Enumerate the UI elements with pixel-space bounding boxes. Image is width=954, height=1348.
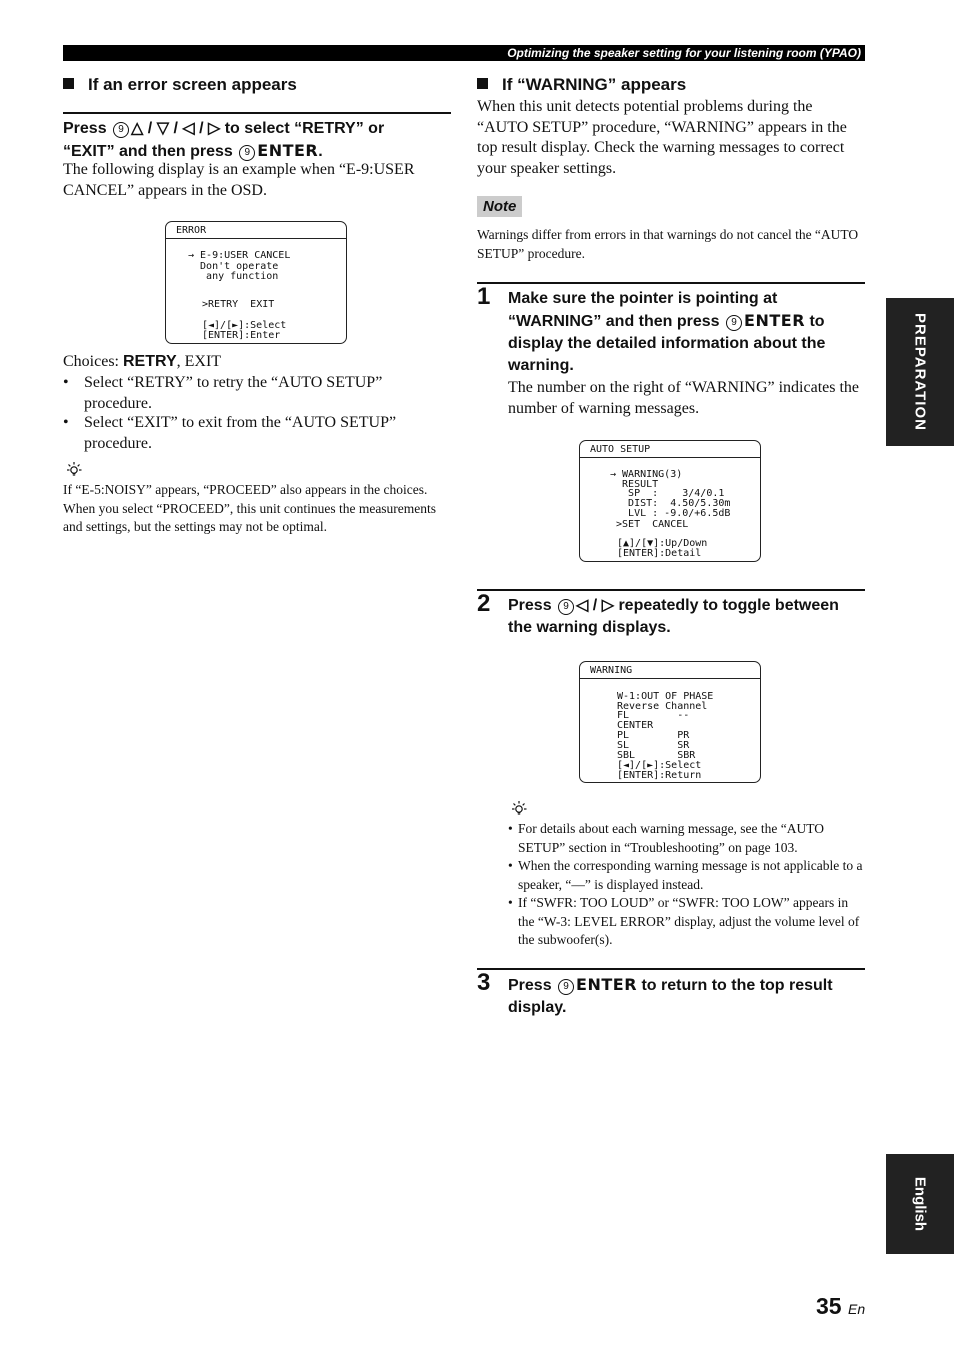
osd-line: [ENTER]:Detail [617,548,702,559]
tip-item: If “SWFR: TOO LOUD” or “SWFR: TOO LOW” appears in the “W-3: LEVEL ERROR” display, adjust the volume level of the subwoofer(s). [518,895,860,947]
osd-line: SBL SBR [617,750,696,761]
bullet-dot: • [508,895,513,910]
note-text: Warnings differ from errors in that warnings do not cancel the “AUTO SETUP” procedure. [477,227,859,261]
osd-line: Don't operate [188,261,279,272]
warning-intro: When this unit detects potential problems during the “AUTO SETUP” procedure, “WARNING” appears in the top result display. Check the warning messages to correct your speaker settings. [477,98,847,177]
osd-line: SP : 3/4/0.1 [610,488,725,499]
bullet-dot: • [508,821,513,836]
page-number: 35 En [816,1293,866,1319]
divider [477,282,865,284]
osd-warning-screen [579,661,761,783]
bullet-dot: • [508,858,513,873]
section-heading-error: If an error screen appears [63,75,297,95]
tab-preparation[interactable]: PREPARATION [886,298,954,446]
osd-line: [ENTER]:Return [617,770,702,781]
step-2-instruction: Press 9 ◁ / ▷ repeatedly to toggle between the warning displays. [508,597,839,636]
divider [477,968,865,970]
list-item: Select “EXIT” to exit from the “AUTO SETUP” procedure. [84,414,397,452]
square-bullet-icon [477,78,488,89]
osd-line: SL SR [617,740,690,751]
step-number: 2 [477,590,491,617]
divider [63,112,451,114]
osd-line: → WARNING(3) [610,469,683,480]
osd-line: [▲]/[▼]:Up/Down [617,538,708,549]
osd-line: CENTER [617,720,654,731]
bullet-dot: • [63,374,69,391]
left-right-arrows-icon: ◁ / ▷ [576,597,614,614]
osd-title: ERROR [166,222,346,239]
square-bullet-icon [63,78,74,89]
encoder-9-icon: 9 [726,315,742,331]
tip-item: For details about each warning message, see the “AUTO SETUP” section in “Troubleshooting” on page 103. [518,821,825,855]
bullet-dot: • [63,414,69,431]
tip-item: When the corresponding warning message is not applicable to a speaker, “––” is displayed instead. [518,858,863,892]
osd-line: DIST: 4.50/5.30m [610,498,731,509]
osd-line: [◄]/[►]:Select [617,760,702,771]
instruction-error: Press 9 △ / ▽ / ◁ / ▷ to select “RETRY” or “EXIT” and then press 9 ENTER. [63,120,385,160]
running-header: Optimizing the speaker setting for your listening room (YPAO) [63,45,865,61]
encoder-9-icon: 9 [239,145,255,161]
step-number: 1 [477,283,491,310]
osd-line: RESULT [610,479,659,490]
cursor-arrows-icon: △ / ▽ / ◁ / ▷ [131,120,221,137]
step-1-body: The number on the right of “WARNING” indicates the number of warning messages. [508,379,860,417]
tab-english[interactable]: English [886,1154,954,1254]
osd-line: FL -- [617,710,690,721]
osd-line: >RETRY EXIT [196,299,275,310]
step-3-instruction: Press 9 ENTER to return to the top result display. [508,975,833,1016]
osd-line: [◄]/[►]:Select [202,320,287,331]
note-label: Note [477,196,522,217]
step-1-instruction: Make sure the pointer is pointing at “WARNING” and then press 9 ENTER to display the detailed information about the warning. [508,290,826,374]
osd-line: LVL : -9.0/+6.5dB [610,508,731,519]
osd-line: PL PR [617,730,690,741]
choices-line: Choices: RETRY, EXIT [63,353,222,370]
osd-line: >SET CANCEL [610,519,689,530]
step-number: 3 [477,969,491,996]
divider [477,589,865,591]
osd-line: [ENTER]:Enter [202,330,281,341]
section-heading-warning: If “WARNING” appears [477,75,686,95]
encoder-9-icon: 9 [558,979,574,995]
osd-line: → E-9:USER CANCEL [188,250,291,261]
encoder-9-icon: 9 [113,122,129,138]
osd-line: any function [188,271,279,282]
osd-auto-setup-screen [579,440,761,562]
list-item: Select “RETRY” to retry the “AUTO SETUP” procedure. [84,374,383,412]
tip-text: If “E-5:NOISY” appears, “PROCEED” also appears in the choices. When you select “PROCEED”, this unit continues the measurements and settings, but the settings may not be optimal. [63,482,437,534]
error-intro-paragraph: The following display is an example when “E-9:USER CANCEL” appears in the OSD. [63,161,415,199]
osd-title: WARNING [580,662,760,679]
osd-error-screen [165,221,347,344]
osd-line: Reverse Channel [617,701,708,712]
encoder-9-icon: 9 [558,599,574,615]
osd-line: W-1:OUT OF PHASE [617,691,714,702]
osd-title: AUTO SETUP [580,441,760,458]
